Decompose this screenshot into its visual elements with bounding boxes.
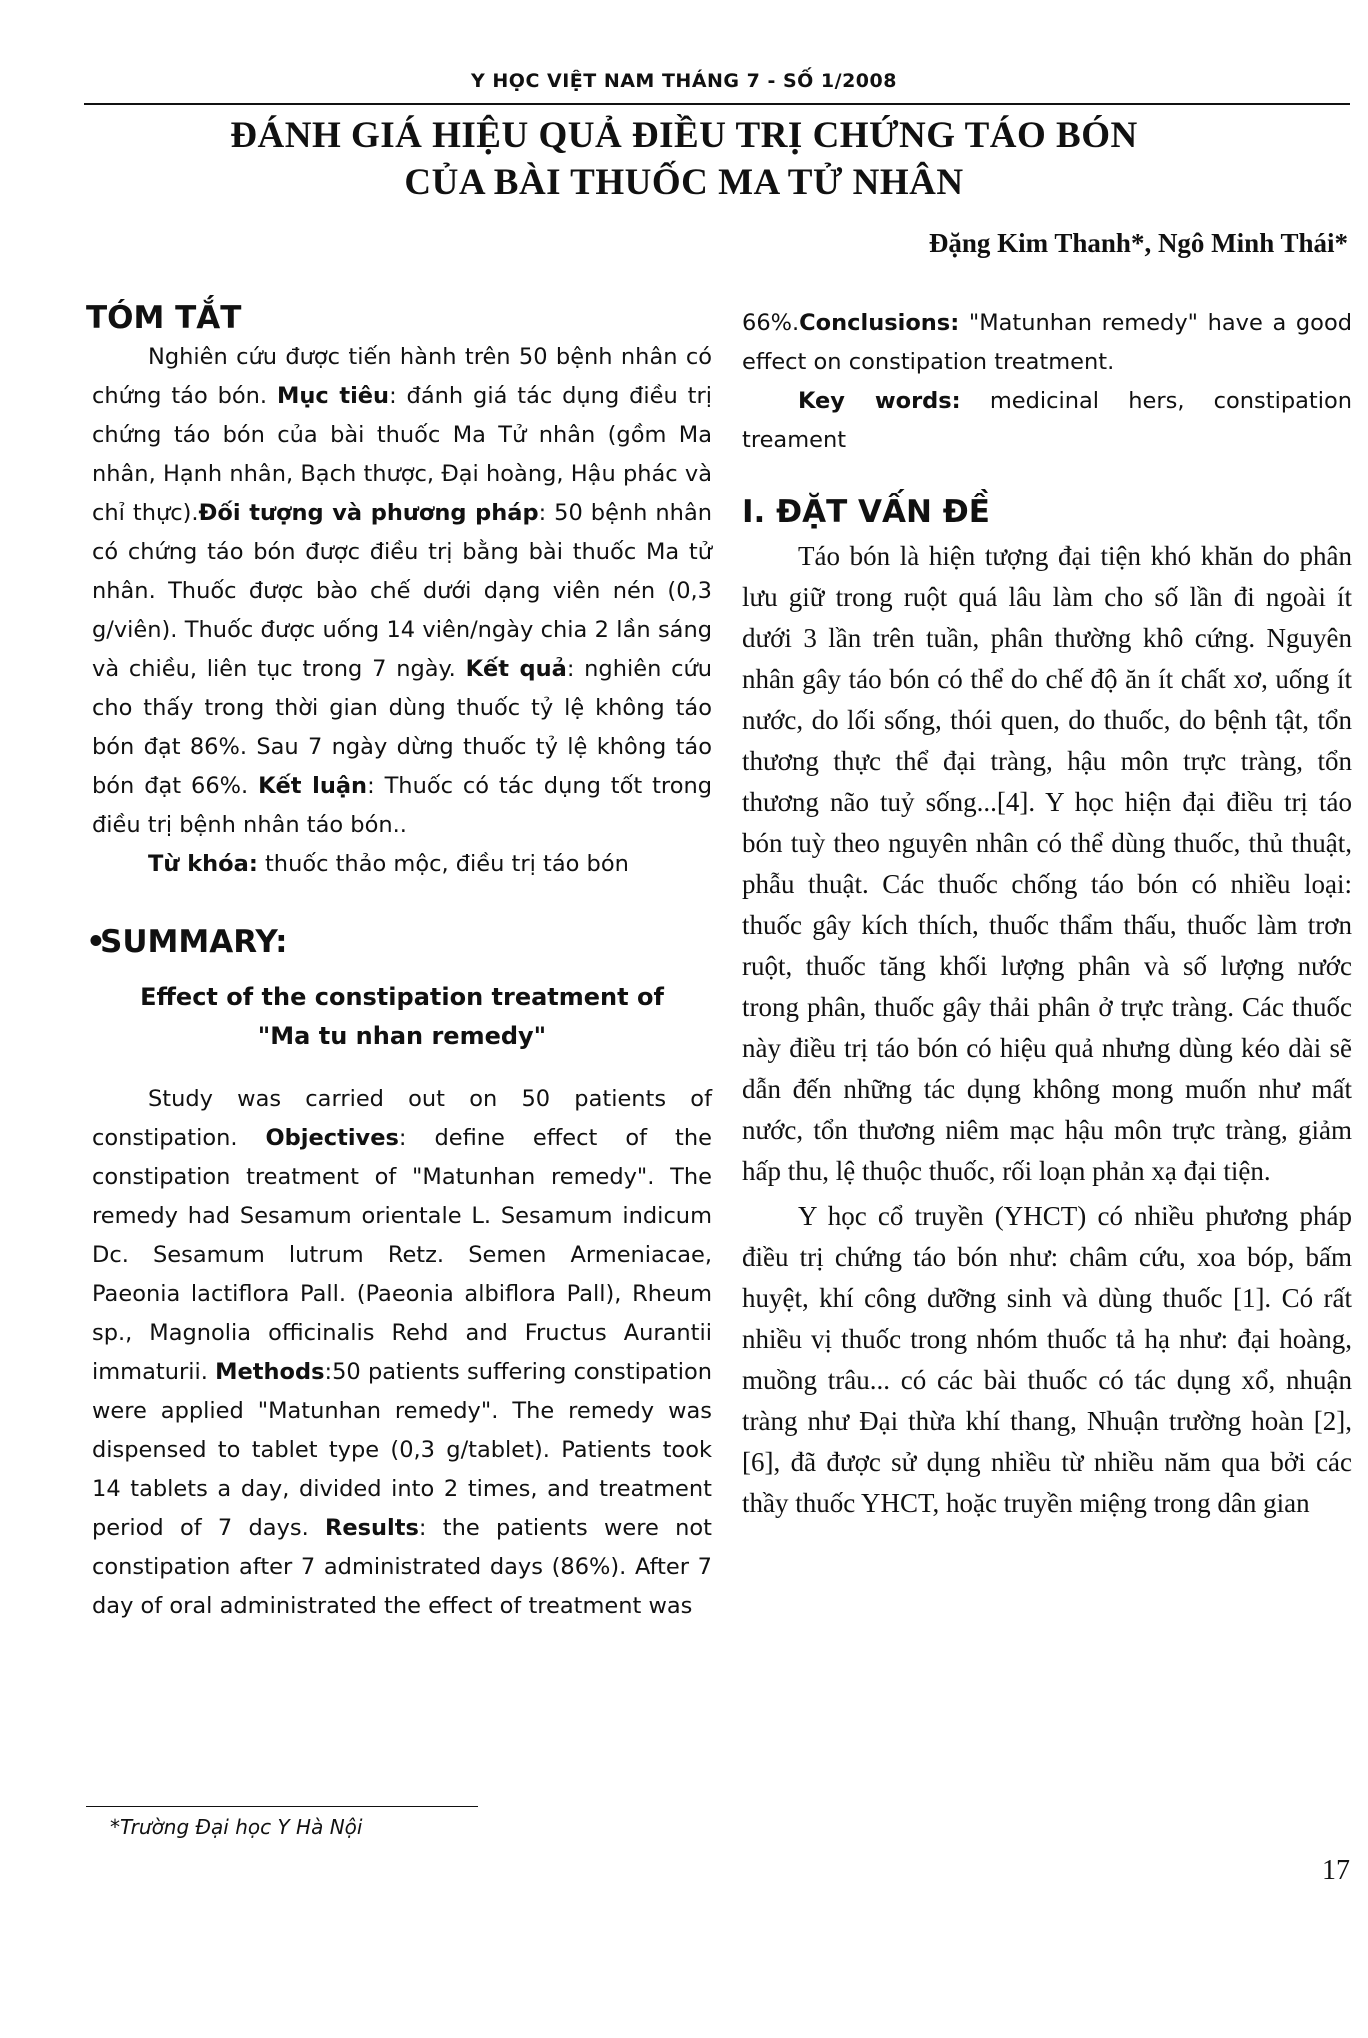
abstract-vi-heading: TÓM TẮT [86,300,242,336]
bullet-mark: • [86,924,106,960]
results-label: Kết quả [465,656,567,682]
right-column [742,304,1352,1524]
objectives-label: Objectives [265,1125,399,1151]
objective-text: : đánh giá tác dụng điều trị chứng táo bón của bài thuốc Ma Tử nhân (gồm Ma nhân, Hạnh nhân, Bạch thược, Đại hoàng, Hậu phác và chỉ thực). [92,383,712,526]
running-head: Y HỌC VIỆT NAM THÁNG 7 - SỐ 1/2008 [471,70,897,92]
conclusion-text: : Thuốc có tác dụng tốt trong điều trị bệnh nhân táo bón.. [92,773,712,838]
summary-body [92,1080,712,1626]
objectives-text: : define effect of the constipation treatment of "Matunhan remedy". The remedy had Sesamum orientale L. Sesamum indicum Dc. Sesamum lutrum Retz. Semen Armeniacae, Paeonia lactiflora Pall. (Paeonia albiflora Pall), Rheum sp., Magnolia officinalis Rehd and Fructus Aurantii immaturii. [92,1125,712,1385]
title-line-1: ĐÁNH GIÁ HIỆU QUẢ ĐIỀU TRỊ CHỨNG TÁO BÓN [230,115,1138,156]
title-line-2: CỦA BÀI THUỐC MA TỬ NHÂN [404,162,964,203]
summary-continued-text: 66%. [742,310,800,336]
keywords-vi-label: Từ khóa: [148,851,258,877]
methods-text: : 50 bệnh nhân có chứng táo bón được điều trị bằng bài thuốc Ma tử nhân. Thuốc được bào chế dưới dạng viên nén (0,3 g/viên). Thuốc được uống 14 viên/ngày chia 2 lần sáng và chiều, liên tục trong 7 ngày. [92,500,712,682]
summary-title [92,978,712,1056]
methods-label: Đối tượng và phương pháp [198,500,539,526]
keywords-en-text: medicinal hers, constipation treament [742,388,1353,453]
conclusion-label: Kết luận [258,773,368,799]
summary-methods-label: Methods [215,1359,325,1385]
summary-title-line-2: "Ma tu nhan remedy" [257,1022,547,1050]
keywords-vi-text: thuốc thảo mộc, điều trị táo bón [257,851,629,877]
introduction-heading: I. ĐẶT VẤN ĐỀ [742,494,990,530]
header-rule [84,103,1350,105]
results-text: : nghiên cứu cho thấy trong thời gian dùng thuốc tỷ lệ không táo bón đạt 86%. Sau 7 ngày dừng thuốc tỷ lệ không táo bón đạt 66%. [92,656,713,799]
summary-results-text: : the patients were not constipation after 7 administrated days (86%). After 7 day of oral administrated the effect of treatment was [92,1515,712,1619]
summary-title-line-1: Effect of the constipation treatment of [140,983,664,1011]
summary-heading [86,924,712,960]
introduction-paragraph-2: Y học cổ truyền (YHCT) có nhiều phương pháp điều trị chứng táo bón như: châm cứu, xoa bóp, bấm huyệt, khí công dưỡng sinh và dùng thuốc [1]. Có rất nhiều vị thuốc trong nhóm thuốc tả hạ như: đại hoàng, muồng trâu... có các bài thuốc có tác dụng xổ, nhuận tràng như Đại thừa khí thang, Nhuận trường hoàn [2], [6], đã được sử dụng nhiều từ nhiều năm qua bởi các thầy thuốc YHCT, hoặc truyền miệng trong dân gian [742,1201,1352,1518]
left-column [86,300,713,1626]
summary-intro: Study was carried out on 50 patients of constipation. [92,1086,712,1151]
abstract-vi-body [92,338,712,845]
abstract-vi-intro: Nghiên cứu được tiến hành trên 50 bệnh nhân có chứng táo bón. [92,344,712,409]
footnote-rule [86,1806,478,1807]
objective-label: Mục tiêu [276,383,390,409]
keywords-en [742,382,1352,460]
conclusions-label: Conclusions: [799,310,960,336]
introduction-paragraph-1: Táo bón là hiện tượng đại tiện khó khăn do phân lưu giữ trong ruột quá lâu làm cho số lần đi ngoài ít dưới 3 lần trên tuần, phân thường khô cứng. Nguyên nhân gây táo bón có thể do chế độ ăn ít chất xơ, uống ít nước, do lối sống, thói quen, do thuốc, do bệnh tật, tổn thương thực thể đại tràng, hậu môn trực tràng, tổn thương não tuỷ sống...[4]. Y học hiện đại điều trị táo bón tuỳ theo nguyên nhân có thể dùng thuốc, thủ thuật, phẫu thuật. Các thuốc chống táo bón có nhiều loại: thuốc gây kích thích, thuốc thẩm thấu, thuốc làm trơn ruột, thuốc tăng khối lượng phân và số lượng nước trong phân, thuốc gây thải phân ở trực tràng. Các thuốc này điều trị táo bón có hiệu quả nhưng dùng kéo dài sẽ dẫn đến những tác dụng không mong muốn như mất nước, tổn thương niêm mạc hậu môn trực tràng, giảm hấp thu, lệ thuộc thuốc, rối loạn phản xạ đại tiện. [742,541,1352,1186]
summary-continued [742,304,1352,382]
article-title [0,112,1368,206]
conclusions-text: "Matunhan remedy" have a good effect on constipation treatment. [742,310,1352,375]
keywords-en-label: Key words: [798,388,961,414]
authors: Đặng Kim Thanh*, Ngô Minh Thái* [928,228,1348,258]
page-number: 17 [1322,1855,1350,1886]
summary-results-label: Results [325,1515,419,1541]
summary-heading-text: SUMMARY: [100,924,288,960]
summary-methods-text: :50 patients suffering constipation were applied "Matunhan remedy". The remedy was dispensed to tablet type (0,3 g/tablet). Patients took 14 tablets a day, divided into 2 times, and treatment period of 7 days. [92,1359,712,1541]
keywords-vi [92,845,712,884]
footnote-affiliation: *Trường Đại học Y Hà Nội [110,1815,363,1839]
